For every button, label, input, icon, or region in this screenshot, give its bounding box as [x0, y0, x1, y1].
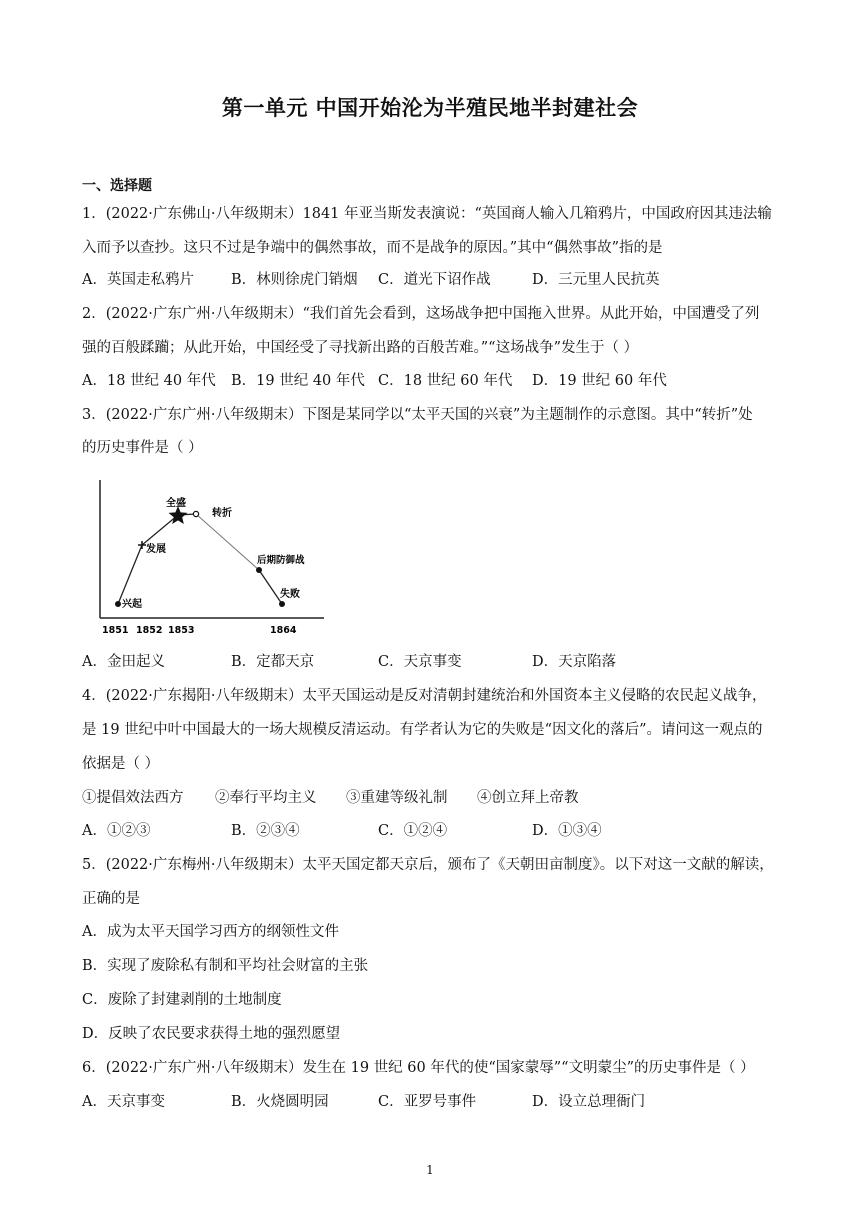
tick-1864: 1864: [270, 625, 297, 636]
label-failure: 失败: [280, 589, 300, 600]
fall-line: [259, 570, 282, 604]
question-5-line-1: 5．(2022·广东梅州·八年级期末）太平天国定都天京后，颁布了《天朝田亩制度》。以下对这一文献的解读，: [82, 857, 774, 873]
taiping-rise-fall-figure: [94, 478, 330, 638]
tick-1851: 1851: [102, 625, 129, 636]
page-title: 第一单元 中国开始沦为半殖民地半封建社会: [221, 96, 639, 120]
question-2-line-2: 强的百般蹂躏；从此开始，中国经受了寻找新出路的百般苦难。”“这场战争”发生于（ ）: [82, 340, 639, 356]
label-peak: 全盛: [166, 498, 186, 509]
option-d[interactable]: D．反映了农民要求获得土地的强烈愿望: [82, 1026, 341, 1042]
option-b[interactable]: B．林则徐虎门销烟: [231, 272, 358, 288]
question-5-line-2: 正确的是: [82, 891, 140, 907]
option-a[interactable]: A．金田起义: [82, 654, 165, 670]
option-b[interactable]: B．实现了废除私有制和平均社会财富的主张: [82, 958, 369, 974]
option-d[interactable]: D．天京陷落: [532, 654, 617, 670]
option-c[interactable]: C．道光下诏作战: [378, 272, 491, 288]
question-4-line-2: 是 19 世纪中叶中国最大的一场大规模反清运动。有学者认为它的失败是“因文化的落后”。请问这一观点的: [82, 722, 763, 738]
option-d[interactable]: D．19 世纪 60 年代: [532, 373, 667, 389]
option-a[interactable]: A．英国走私鸦片: [82, 272, 194, 288]
label-development: 发展: [146, 544, 166, 555]
option-d[interactable]: D．设立总理衙门: [532, 1094, 646, 1110]
option-a[interactable]: A．18 世纪 40 年代: [82, 373, 216, 389]
option-c[interactable]: C．亚罗号事件: [378, 1094, 477, 1110]
option-b[interactable]: B．19 世纪 40 年代: [231, 373, 365, 389]
rise-line: [118, 514, 196, 604]
label-late-defense: 后期防御战: [257, 555, 305, 566]
option-d[interactable]: D．①③④: [532, 823, 602, 839]
label-turning: 转折: [212, 508, 232, 519]
tick-1852: 1852: [136, 625, 163, 636]
question-1-line-1: 1．(2022·广东佛山·八年级期末）1841 年亚当斯发表演说：“英国商人输入几箱鸦片，中国政府因其违法输: [82, 206, 772, 222]
statement-1: ①提倡效法西方: [82, 790, 184, 806]
option-a[interactable]: A．天京事变: [82, 1094, 165, 1110]
statement-3: ③重建等级礼制: [346, 790, 448, 806]
question-6-line-1: 6．(2022·广东广州·八年级期末）发生在 19 世纪 60 年代的使“国家蒙辱”“文明蒙尘”的历史事件是（ ）: [82, 1060, 755, 1076]
option-c[interactable]: C．①②④: [378, 823, 448, 839]
page-number: 1: [426, 1163, 434, 1177]
statement-2: ②奉行平均主义: [215, 790, 317, 806]
question-4-line-3: 依据是（ ）: [82, 756, 160, 772]
point-rise: [115, 601, 121, 607]
tick-1853: 1853: [168, 625, 195, 636]
option-b[interactable]: B．火烧圆明园: [231, 1094, 329, 1110]
question-1-line-2: 入而予以查抄。这只不过是争端中的偶然事故，而不是战争的原因。”其中“偶然事故”指的是: [82, 240, 663, 256]
decline-line: [196, 514, 259, 570]
question-3-line-1: 3．(2022·广东广州·八年级期末）下图是某同学以“太平天国的兴衰”为主题制作的示意图。其中“转折”处: [82, 407, 753, 423]
point-late-defense: [256, 567, 262, 573]
question-3-line-2: 的历史事件是（ ）: [82, 440, 203, 456]
statement-4: ④创立拜上帝教: [477, 790, 579, 806]
option-c[interactable]: C．废除了封建剥削的土地制度: [82, 992, 282, 1008]
option-a[interactable]: A．①②③: [82, 823, 151, 839]
question-4-line-1: 4．(2022·广东揭阳·八年级期末）太平天国运动是反对清朝封建统治和外国资本主义侵略的农民起义战争，: [82, 688, 767, 704]
point-failure: [279, 601, 285, 607]
label-rise: 兴起: [122, 599, 142, 610]
option-a[interactable]: A．成为太平天国学习西方的纲领性文件: [82, 924, 339, 940]
option-b[interactable]: B．②③④: [231, 823, 300, 839]
option-c[interactable]: C．18 世纪 60 年代: [378, 373, 513, 389]
option-d[interactable]: D．三元里人民抗英: [532, 272, 660, 288]
point-turning: [193, 511, 198, 516]
question-2-line-1: 2．(2022·广东广州·八年级期末）“我们首先会看到，这场战争把中国拖入世界。从此开始，中国遭受了列: [82, 306, 760, 322]
section-heading: 一、选择题: [82, 178, 152, 194]
option-b[interactable]: B．定都天京: [231, 654, 315, 670]
option-c[interactable]: C．天京事变: [378, 654, 462, 670]
